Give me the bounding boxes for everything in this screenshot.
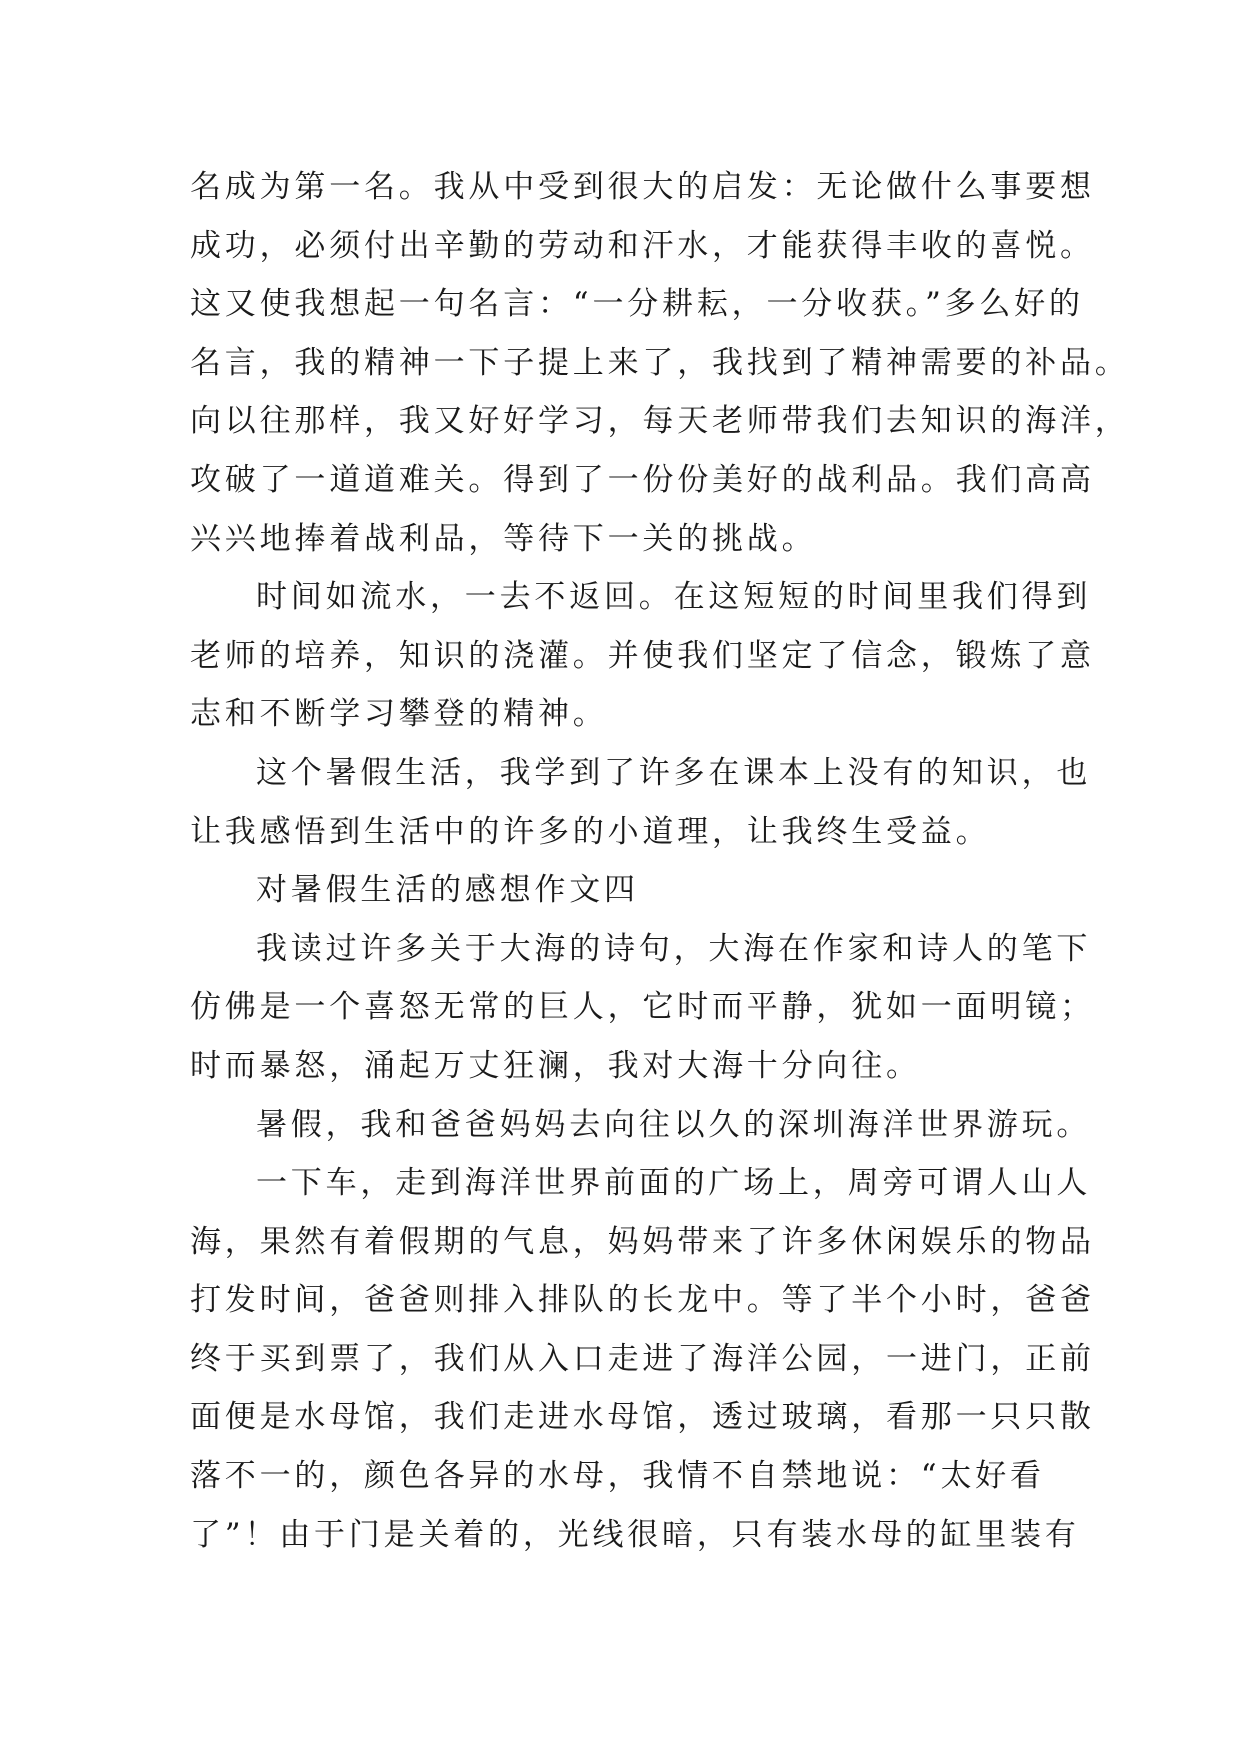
text-line: 打发时间，爸爸则排入排队的长龙中。等了半个小时，爸爸 (190, 1282, 1095, 1319)
paragraph-start-line: 这个暑假生活，我学到了许多在课本上没有的知识，也 (256, 754, 1092, 791)
section-heading: 对暑假生活的感想作文四 (256, 872, 639, 909)
text-line: 让我感悟到生活中的许多的小道理，让我终生受益。 (190, 813, 991, 850)
text-line: 兴兴地捧着战利品，等待下一关的挑战。 (190, 520, 817, 557)
text-line: 志和不断学习攀登的精神。 (190, 696, 608, 733)
text-line: 老师的培养，知识的浇灌。并使我们坚定了信念，锻炼了意 (190, 637, 1095, 674)
text-line: 时而暴怒，涌起万丈狂澜，我对大海十分向往。 (190, 1047, 921, 1084)
text-line: 这又使我想起一句名言：“一分耕耘，一分收获。”多么好的 (190, 286, 1084, 323)
paragraph-start-line: 暑假，我和爸爸妈妈去向往以久的深圳海洋世界游玩。 (256, 1106, 1092, 1143)
text-line: 落不一的，颜色各异的水母，我情不自禁地说：“太好看 (190, 1458, 1045, 1495)
text-line: 向以往那样，我又好好学习，每天老师带我们去知识的海洋， (190, 403, 1130, 440)
paragraph-start-line: 我读过许多关于大海的诗句，大海在作家和诗人的笔下 (256, 930, 1092, 967)
text-line: 成功，必须付出辛勤的劳动和汗水，才能获得丰收的喜悦。 (190, 227, 1095, 264)
text-line: 名言，我的精神一下子提上来了，我找到了精神需要的补品。 (190, 344, 1130, 381)
text-line: 面便是水母馆，我们走进水母馆，透过玻璃，看那一只只散 (190, 1399, 1095, 1436)
text-line: 仿佛是一个喜怒无常的巨人，它时而平静，犹如一面明镜； (190, 989, 1095, 1026)
text-line: 名成为第一名。我从中受到很大的启发：无论做什么事要想 (190, 169, 1095, 205)
paragraph-start-line: 时间如流水，一去不返回。在这短短的时间里我们得到 (256, 579, 1092, 616)
document-body (190, 158, 1130, 1564)
paragraph-start-line: 一下车，走到海洋世界前面的广场上，周旁可谓人山人 (256, 1165, 1092, 1202)
text-line: 了”！由于门是关着的，光线很暗，只有装水母的缸里装有 (190, 1516, 1080, 1553)
text-line: 终于买到票了，我们从入口走进了海洋公园，一进门，正前 (190, 1340, 1095, 1377)
text-line: 海，果然有着假期的气息，妈妈带来了许多休闲娱乐的物品 (190, 1223, 1095, 1260)
text-line: 攻破了一道道难关。得到了一份份美好的战利品。我们高高 (190, 461, 1095, 498)
